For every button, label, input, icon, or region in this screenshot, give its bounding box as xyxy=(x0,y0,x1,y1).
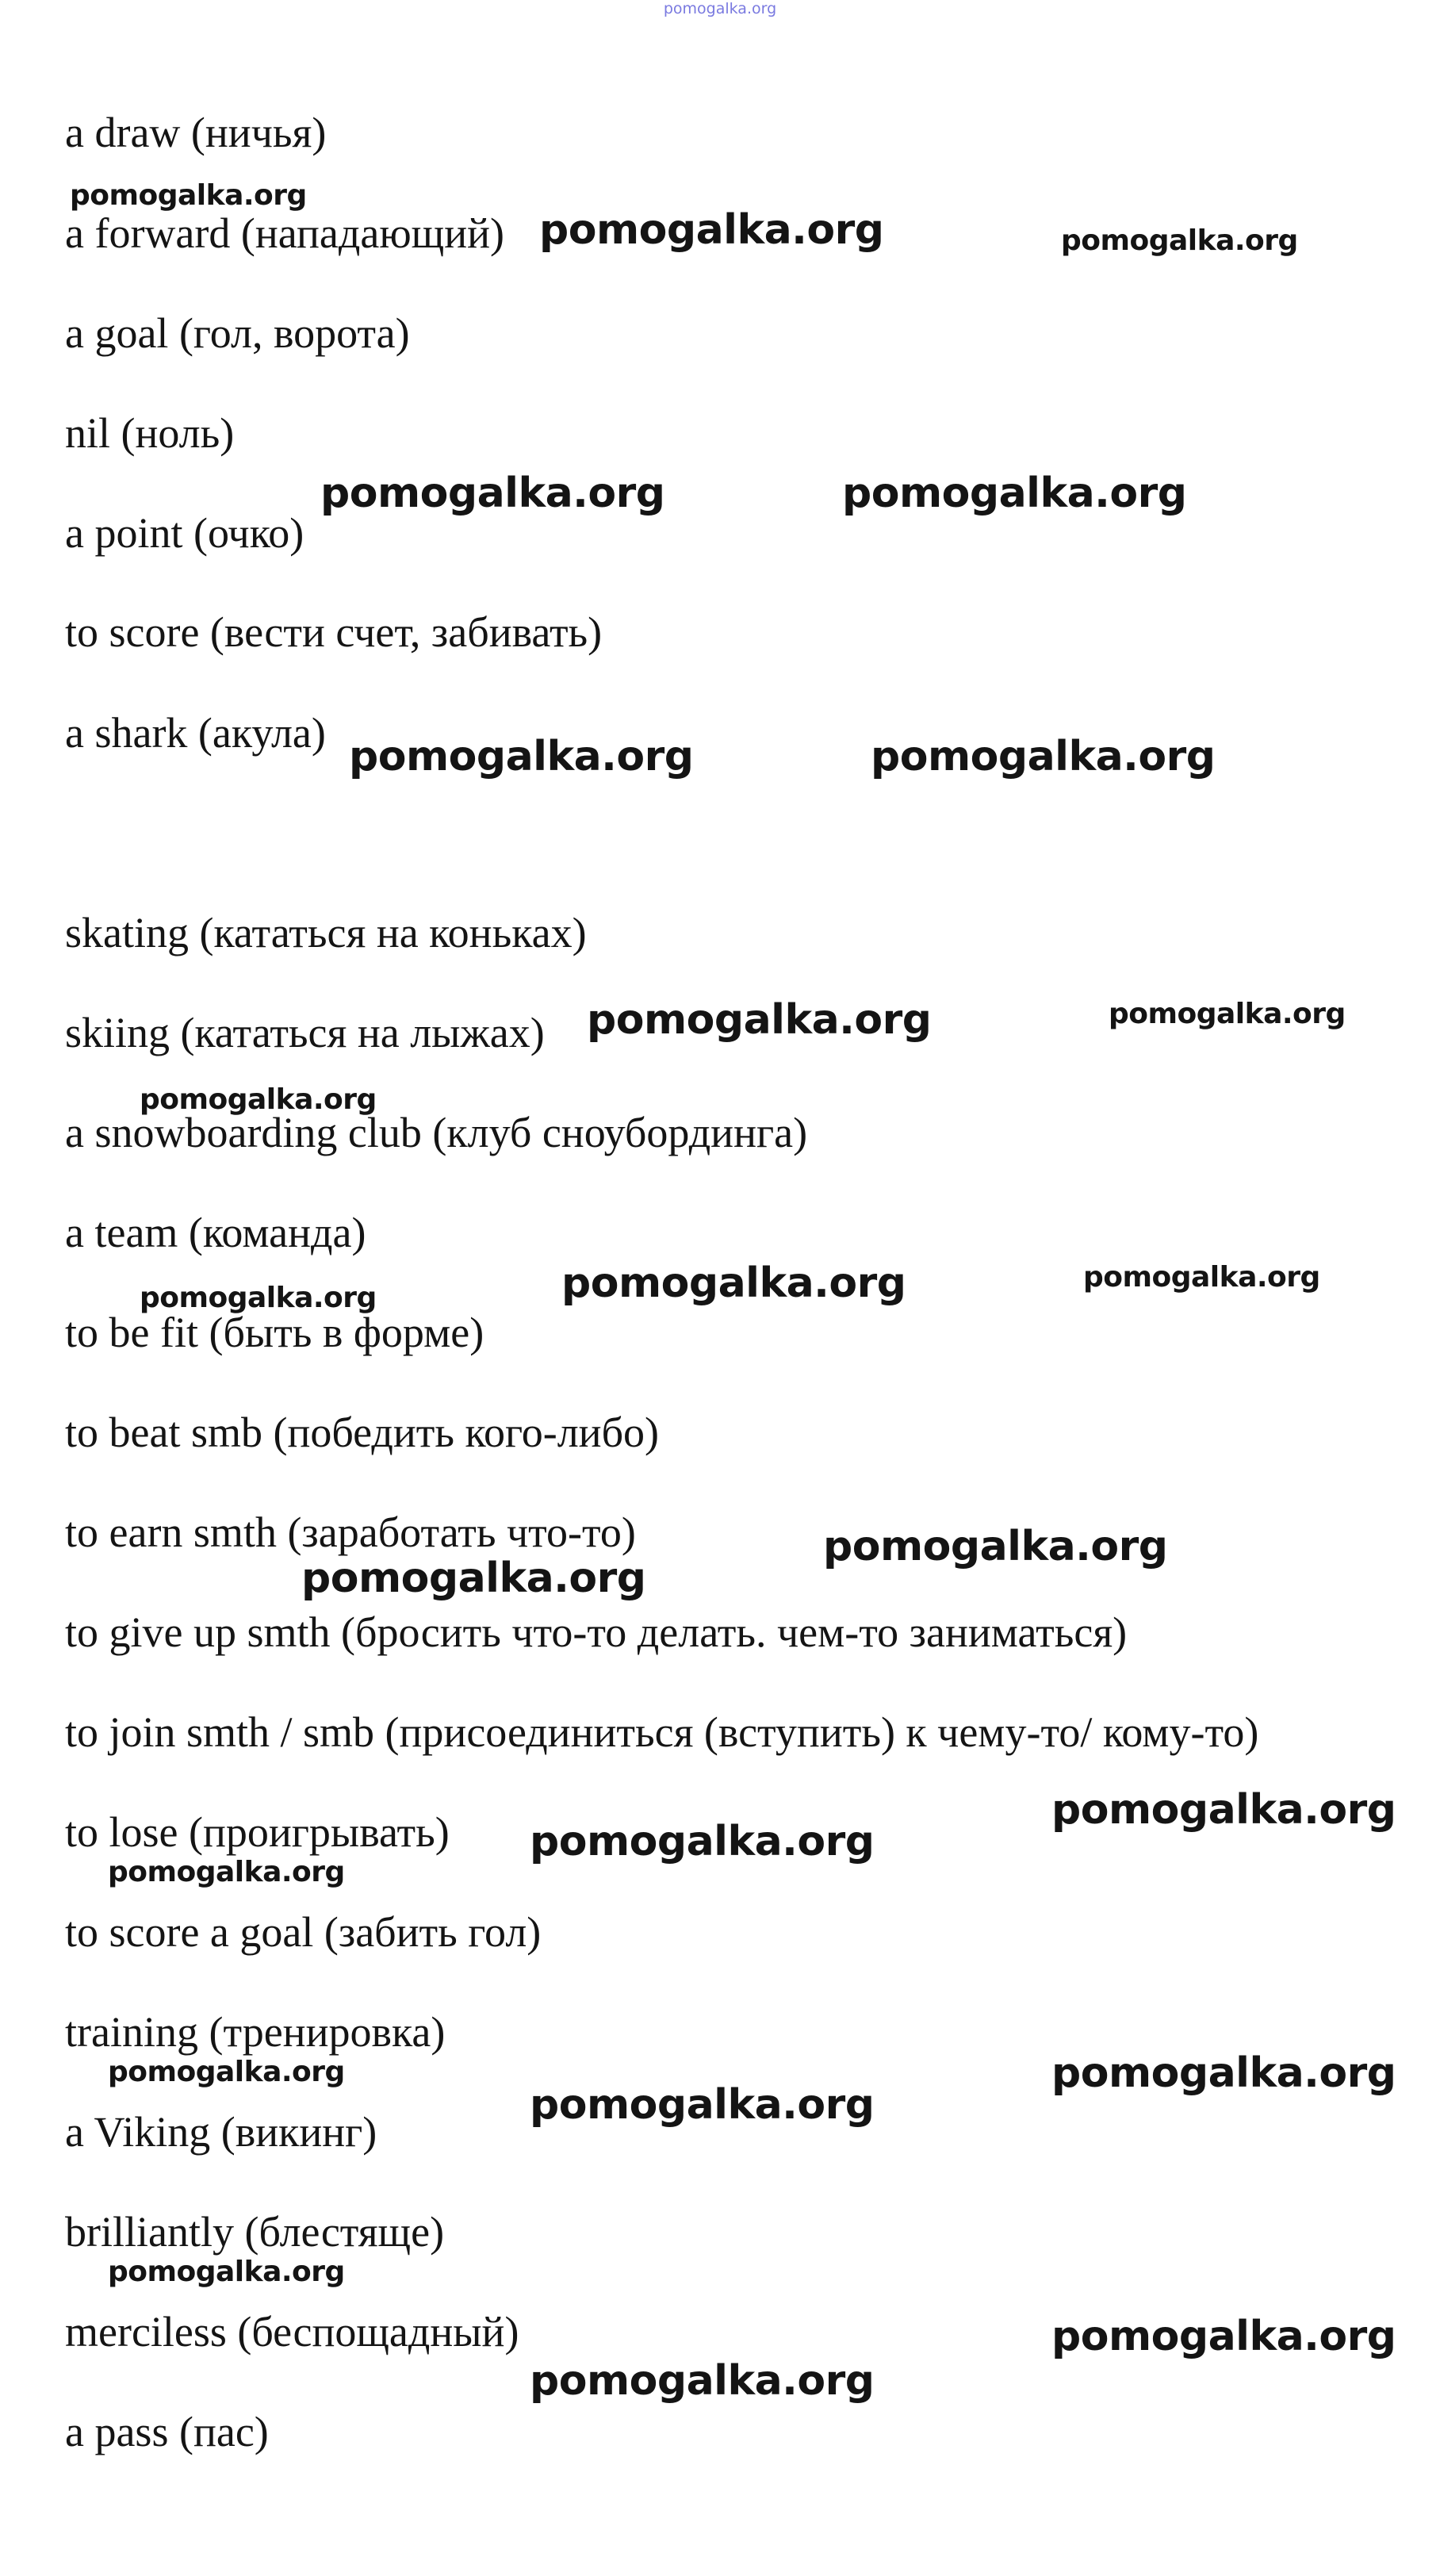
watermark: pomogalka.org xyxy=(842,470,1187,517)
vocab-entry: a Viking (викинг) xyxy=(65,2108,377,2156)
watermark: pomogalka.org xyxy=(349,733,694,780)
vocab-entry: to beat smb (победить кого-либо) xyxy=(65,1409,660,1456)
vocab-entry: a point (очко) xyxy=(65,509,304,557)
vocab-entry: a draw (ничья) xyxy=(65,109,327,156)
watermark: pomogalka.org xyxy=(1051,2313,1396,2360)
vocab-entry: skating (кататься на коньках) xyxy=(65,909,587,956)
watermark: pomogalka.org xyxy=(108,1856,345,1888)
vocab-entry: to join smth / smb (присоединиться (вступить) к чему-то/ кому-то) xyxy=(65,1708,1259,1756)
watermark: pomogalka.org xyxy=(530,1818,875,1865)
watermark: pomogalka.org xyxy=(530,2081,875,2129)
vocab-entry: brilliantly (блестяще) xyxy=(65,2208,445,2256)
vocab-entry: a forward (нападающий) xyxy=(65,209,505,257)
watermark: pomogalka.org xyxy=(140,1083,377,1116)
watermark: pomogalka.org xyxy=(1083,1261,1320,1294)
vocab-entry: training (тренировка) xyxy=(65,2008,446,2056)
watermark: pomogalka.org xyxy=(561,1259,906,1307)
watermark: pomogalka.org xyxy=(70,179,307,212)
vocab-entry: a snowboarding club (клуб сноубординга) xyxy=(65,1109,808,1156)
watermark: pomogalka.org xyxy=(108,2056,345,2088)
watermark: pomogalka.org xyxy=(1061,224,1298,257)
vocab-entry: a goal (гол, ворота) xyxy=(65,309,410,357)
vocab-entry: to lose (проигрывать) xyxy=(65,1808,450,1856)
vocab-entry: a team (команда) xyxy=(65,1209,366,1256)
watermark: pomogalka.org xyxy=(108,2256,345,2288)
watermark: pomogalka.org xyxy=(587,996,932,1044)
site-header-watermark: pomogalka.org xyxy=(663,0,777,17)
vocab-entry: a shark (акула) xyxy=(65,709,326,757)
watermark: pomogalka.org xyxy=(1109,998,1346,1030)
vocab-entry: to be fit (быть в форме) xyxy=(65,1309,484,1356)
vocab-entry: nil (ноль) xyxy=(65,409,235,457)
vocab-entry: to give up smth (бросить что-то делать. чем-то заниматься) xyxy=(65,1608,1128,1656)
vocab-entry: to earn smth (заработать что-то) xyxy=(65,1508,636,1556)
watermark: pomogalka.org xyxy=(140,1282,377,1314)
vocab-entry: to score a goal (забить гол) xyxy=(65,1908,542,1956)
watermark: pomogalka.org xyxy=(871,733,1216,780)
vocab-entry: to score (вести счет, забивать) xyxy=(65,608,603,656)
watermark: pomogalka.org xyxy=(1051,2049,1396,2097)
vocab-entry: merciless (беспощадный) xyxy=(65,2308,519,2356)
watermark: pomogalka.org xyxy=(539,206,884,254)
watermark: pomogalka.org xyxy=(320,470,665,517)
watermark: pomogalka.org xyxy=(823,1523,1168,1570)
vocab-entry: skiing (кататься на лыжах) xyxy=(65,1009,545,1056)
watermark: pomogalka.org xyxy=(530,2357,875,2405)
watermark: pomogalka.org xyxy=(301,1554,646,1602)
vocab-entry: a pass (пас) xyxy=(65,2408,269,2455)
watermark: pomogalka.org xyxy=(1051,1786,1396,1834)
